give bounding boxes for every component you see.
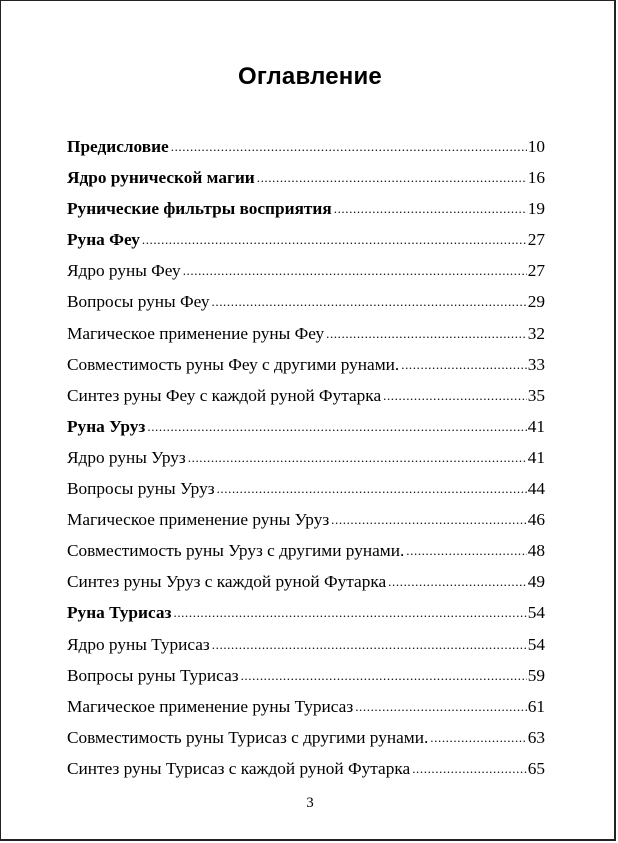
toc-entry[interactable] [67, 566, 545, 597]
page-title: Оглавление [238, 63, 382, 90]
toc-entry[interactable] [67, 535, 545, 566]
dot-leader [326, 317, 527, 349]
toc-entry[interactable] [67, 318, 545, 349]
toc-entry-title: Руна Уруз [67, 416, 146, 436]
dot-leader [388, 565, 527, 597]
toc-entry[interactable] [67, 753, 545, 784]
toc-entry-page: 48 [527, 541, 545, 561]
dot-leader [401, 348, 527, 380]
dot-leader [406, 534, 526, 566]
toc-entry-title: Синтез руны Феу с каждой руной Футарка [67, 385, 382, 405]
toc-entry[interactable] [67, 660, 545, 691]
dot-leader [183, 254, 527, 286]
toc-entry[interactable] [67, 722, 545, 753]
dot-leader [334, 192, 527, 224]
toc-entry[interactable] [67, 473, 545, 504]
toc-entry-page: 61 [527, 696, 545, 716]
toc-entry-title: Ядро руны Феу [67, 261, 181, 281]
toc-entry[interactable] [67, 162, 545, 193]
toc-entry-title: Вопросы руны Уруз [67, 479, 215, 499]
toc-entry[interactable] [67, 349, 545, 380]
dot-leader [331, 503, 527, 535]
toc-entry-page: 54 [527, 634, 545, 654]
toc-entry[interactable] [67, 255, 545, 286]
dot-leader [171, 130, 527, 162]
dot-leader [412, 752, 527, 784]
dot-leader [142, 223, 527, 255]
toc-entry-title: Рунические фильтры восприятия [67, 199, 332, 219]
toc-entry-page: 29 [527, 292, 545, 312]
toc-entry[interactable] [67, 380, 545, 411]
dot-leader [217, 472, 527, 504]
toc-entry-title: Руна Феу [67, 230, 140, 250]
toc-entry[interactable] [67, 286, 545, 317]
toc-entry-title: Ядро рунической магии [67, 168, 255, 188]
toc-entry-title: Совместимость руны Турисаз с другими рунами. [67, 727, 429, 747]
toc-entry-title: Магическое применение руны Феу [67, 323, 325, 343]
dot-leader [188, 441, 527, 473]
dot-leader [212, 285, 527, 317]
toc-entry[interactable] [67, 193, 545, 224]
toc-entry-page: 32 [527, 323, 545, 343]
toc-entry-title: Вопросы руны Турисаз [67, 665, 239, 685]
toc-entry-page: 44 [527, 479, 545, 499]
toc-entry-page: 59 [527, 665, 545, 685]
toc-entry-page: 35 [527, 385, 545, 405]
toc-entry-page: 49 [527, 572, 545, 592]
toc-entry[interactable] [67, 504, 545, 535]
toc-entry-page: 65 [527, 758, 545, 778]
toc-entry[interactable] [67, 597, 545, 628]
dot-leader [383, 379, 527, 411]
toc-entry-page: 41 [527, 416, 545, 436]
toc-entry-page: 27 [527, 230, 545, 250]
toc-entry-page: 54 [527, 603, 545, 623]
toc-entry-page: 16 [527, 168, 545, 188]
toc-entry-page: 63 [527, 727, 545, 747]
toc-entry-title: Синтез руны Уруз с каждой руной Футарка [67, 572, 387, 592]
toc-entry-title: Ядро руны Турисаз [67, 634, 210, 654]
dot-leader [173, 596, 526, 628]
dot-leader [147, 410, 526, 442]
toc-entry-page: 41 [527, 447, 545, 467]
page-number: 3 [306, 795, 314, 811]
toc-entry[interactable] [67, 411, 545, 442]
toc-entry-title: Магическое применение руны Уруз [67, 510, 330, 530]
toc-entry-title: Магическое применение руны Турисаз [67, 696, 354, 716]
dot-leader [355, 690, 527, 722]
toc-entry-page: 10 [527, 137, 545, 156]
toc-entry-title: Синтез руны Турисаз с каждой руной Футарка [67, 758, 411, 778]
toc-entry-title: Совместимость руны Феу с другими рунами. [67, 354, 400, 374]
toc-entry-page: 27 [527, 261, 545, 281]
toc-entry-page: 33 [527, 354, 545, 374]
dot-leader [241, 659, 527, 691]
toc-entry-page: 19 [527, 199, 545, 219]
dot-leader [212, 628, 527, 660]
dot-leader [430, 721, 526, 753]
dot-leader [257, 161, 527, 193]
toc-entry[interactable] [67, 224, 545, 255]
toc-entry-title: Руна Турисаз [67, 603, 172, 623]
toc-entry-title: Совместимость руны Уруз с другими рунами. [67, 541, 405, 561]
toc-entry[interactable] [67, 131, 545, 162]
toc-entry[interactable] [67, 442, 545, 473]
toc-entry[interactable] [67, 629, 545, 660]
toc-entry-page: 46 [527, 510, 545, 530]
toc-entry-title: Ядро руны Уруз [67, 447, 186, 467]
toc-entry-title: Предисловие [67, 137, 169, 156]
table-of-contents [67, 131, 545, 784]
toc-entry-title: Вопросы руны Феу [67, 292, 210, 312]
toc-entry[interactable] [67, 691, 545, 722]
